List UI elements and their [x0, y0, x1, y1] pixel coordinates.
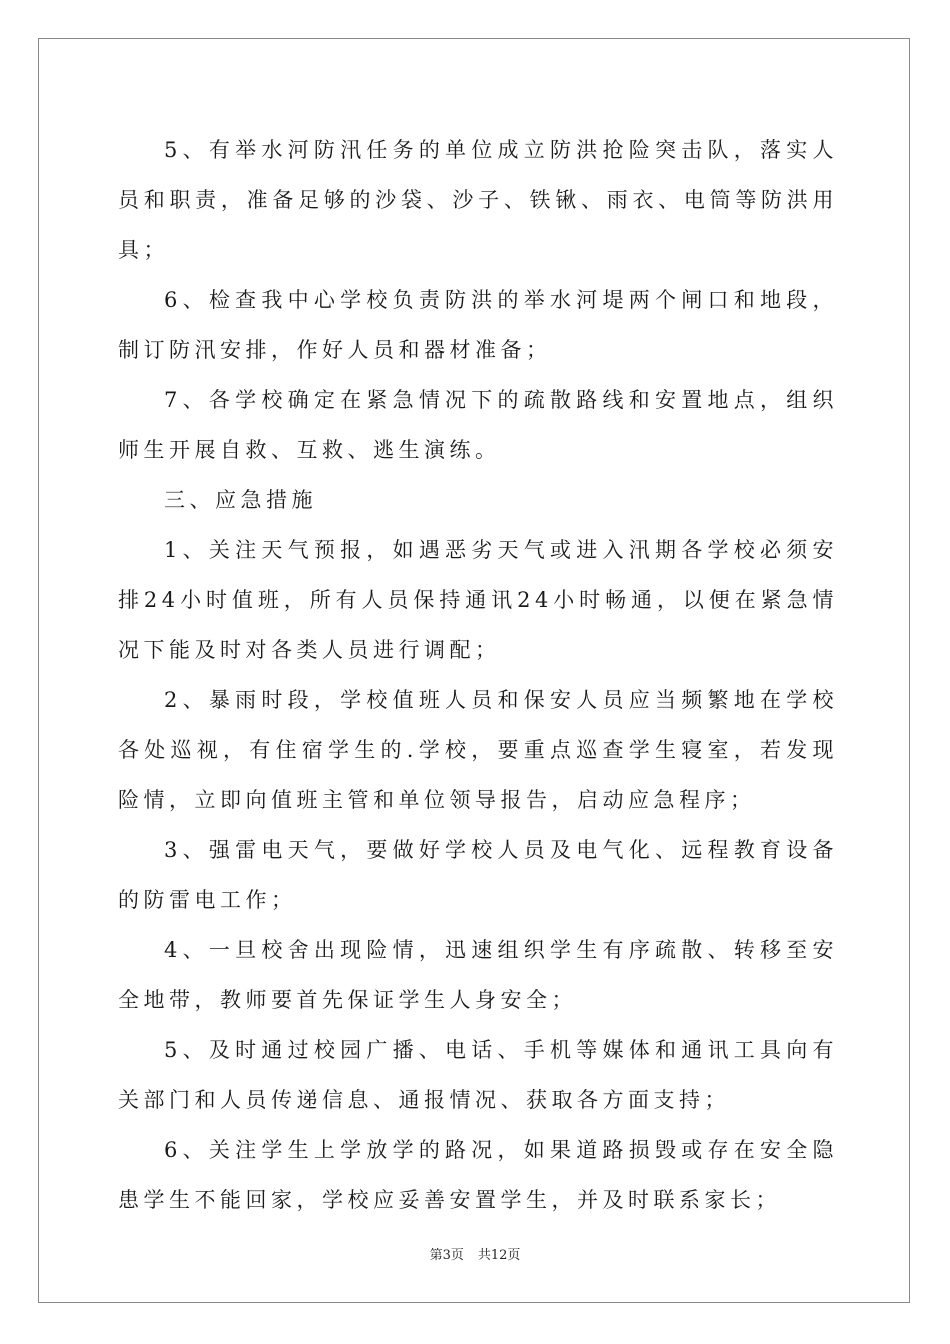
paragraph: 3、强雷电天气，要做好学校人员及电气化、远程教育设备的防雷电工作；: [118, 838, 838, 912]
paragraph: 5、有举水河防汛任务的单位成立防洪抢险突击队，落实人员和职责，准备足够的沙袋、沙子、铁锹、雨衣、电筒等防洪用具；: [118, 138, 838, 262]
section-heading: 三、应急措施: [164, 488, 317, 512]
paragraph: 6、检查我中心学校负责防洪的举水河堤两个闸口和地段，制订防汛安排，作好人员和器材准备；: [118, 288, 838, 362]
page-total: 共12页: [477, 1248, 521, 1263]
paragraph: 7、各学校确定在紧急情况下的疏散路线和安置地点，组织师生开展自救、互救、逃生演练。: [118, 388, 838, 462]
page-footer: [0, 1244, 950, 1263]
paragraph: 6、关注学生上学放学的路况，如果道路损毁或存在安全隐患学生不能回家，学校应妥善安置学生，并及时联系家长；: [118, 1138, 838, 1212]
paragraph: 5、及时通过校园广播、电话、手机等媒体和通讯工具向有关部门和人员传递信息、通报情况、获取各方面支持；: [118, 1038, 838, 1112]
page-number: 第3页: [429, 1248, 464, 1263]
paragraph: 4、一旦校舍出现险情，迅速组织学生有序疏散、转移至安全地带，教师要首先保证学生人身安全；: [118, 938, 838, 1012]
document-body: [118, 125, 838, 1225]
paragraph: 2、暴雨时段，学校值班人员和保安人员应当频繁地在学校各处巡视，有住宿学生的.学校，要重点巡查学生寝室，若发现险情，立即向值班主管和单位领导报告，启动应急程序；: [118, 688, 838, 812]
paragraph: 1、关注天气预报，如遇恶劣天气或进入汛期各学校必须安排24小时值班，所有人员保持通讯24小时畅通，以便在紧急情况下能及时对各类人员进行调配；: [118, 538, 838, 662]
